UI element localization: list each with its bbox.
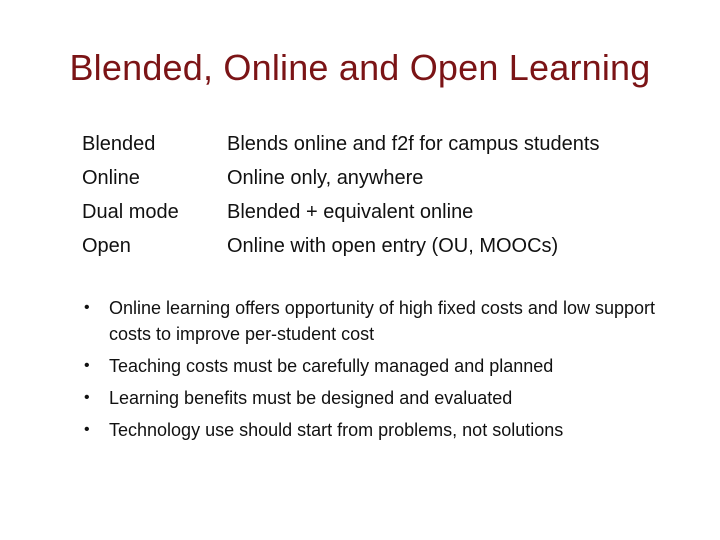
bullet-text: Technology use should start from problems, not solutions — [109, 420, 564, 440]
definition-term: Open — [82, 235, 131, 257]
definition-row-online — [82, 161, 682, 195]
bullet-list — [84, 295, 669, 449]
bullet-icon: • — [84, 389, 90, 406]
definition-term: Blended — [82, 133, 156, 155]
definition-description: Blends online and f2f for campus students — [227, 133, 600, 155]
definition-row-open — [82, 229, 682, 263]
definition-term: Dual mode — [82, 201, 179, 223]
definition-row-dual-mode — [82, 195, 682, 229]
bullet-icon: • — [84, 357, 90, 374]
bullet-item — [84, 417, 669, 443]
definitions-list — [82, 127, 682, 263]
bullet-item — [84, 295, 669, 347]
definition-term: Online — [82, 167, 140, 189]
definition-description: Online with open entry (OU, MOOCs) — [227, 235, 559, 257]
bullet-text: Teaching costs must be carefully managed and planned — [109, 356, 554, 376]
bullet-text: Learning benefits must be designed and evaluated — [109, 388, 513, 408]
definition-row-blended — [82, 127, 682, 161]
bullet-text: Online learning offers opportunity of high fixed costs and low support costs to improve per-student cost — [109, 298, 655, 344]
definition-description: Online only, anywhere — [227, 167, 424, 189]
bullet-icon: • — [84, 299, 90, 316]
bullet-item — [84, 353, 669, 379]
definition-description: Blended + equivalent online — [227, 201, 474, 223]
bullet-icon: • — [84, 421, 90, 438]
slide-title: Blended, Online and Open Learning — [69, 47, 651, 88]
bullet-item — [84, 385, 669, 411]
